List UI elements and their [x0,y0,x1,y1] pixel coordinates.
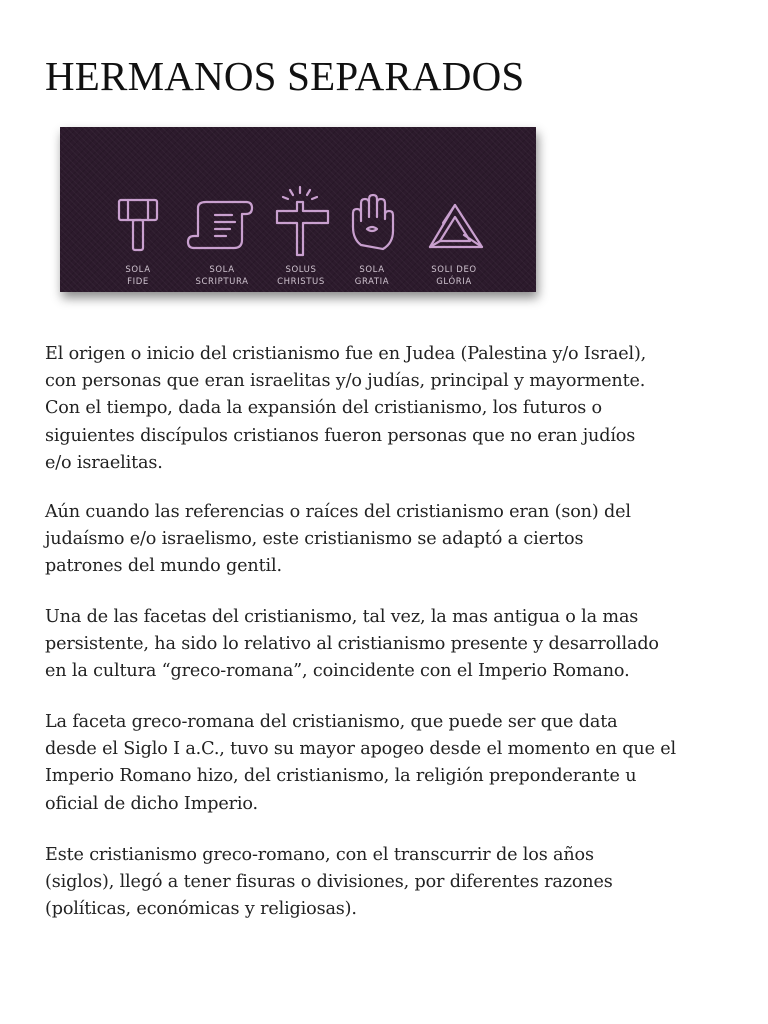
text-line: (políticas, económicas y religiosas). [45,899,357,920]
slogan-line-2: CHRISTUS [277,277,325,287]
page-title: HERMANOS SEPARADOS [45,53,525,99]
text-line: en la cultura “greco-romana”, coincidente con el Imperio Romano. [45,661,630,682]
text-line: oficial de dicho Imperio. [45,793,258,814]
paragraph-4 [45,709,735,818]
paragraph-2 [45,499,735,581]
slogan-line-1: SOLA [125,265,151,275]
slogan-soli-deo-gloria [414,264,494,288]
text-line: Imperio Romano hizo, del cristianismo, la religión preponderante u [45,766,637,787]
slogan-sola-gratia [332,264,412,288]
slogan-line-1: SOLA [359,265,385,275]
text-line: siguientes discípulos cristianos fueron personas que no eran judíos [45,425,636,446]
text-line: Este cristianismo greco-romano, con el transcurrir de los años [45,845,594,865]
slogan-line-1: SOLUS [285,265,317,275]
slogan-line-2: GLÓRIA [436,277,472,287]
text-line: con personas que eran israelitas y/o judías, principal y mayormente. [45,371,646,392]
scroll-icon [188,202,252,248]
text-line: (siglos), llegó a tener fisuras o divisiones, por diferentes razones [45,872,613,893]
text-line: persistente, ha sido lo relativo al cristianismo presente y desarrollado [45,634,659,655]
slogan-line-2: SCRIPTURA [195,277,249,287]
text-line: El origen o inicio del cristianismo fue en Judea (Palestina y/o Israel), [45,344,647,364]
cross-icon [277,187,328,255]
slogan-solus-christus [261,264,341,288]
text-line: e/o israelitas. [45,452,163,473]
slogan-line-2: GRATIA [354,277,390,287]
penrose-triangle-icon [430,205,482,247]
text-line: La faceta greco-romana del cristianismo, que puede ser que data [45,712,618,732]
gavel-icon [119,200,157,250]
slogan-sola-scriptura [182,264,262,288]
solas-banner-image [60,127,536,292]
text-line: Aún cuando las referencias o raíces del cristianismo eran (son) del [45,502,631,522]
paragraph-5 [45,842,735,924]
text-line: judaísmo e/o israelismo, este cristianismo se adaptó a ciertos [45,529,584,550]
paragraph-3 [45,604,735,686]
hand-icon [353,195,393,249]
slogan-line-1: SOLA [209,265,235,275]
text-line: Una de las facetas del cristianismo, tal vez, la mas antigua o la mas [45,607,639,627]
text-line: desde el Siglo I a.C., tuvo su mayor apogeo desde el momento en que el [45,739,677,760]
slogan-line-1: SOLI DEO [431,265,477,275]
text-line: Con el tiempo, dada la expansión del cristianismo, los futuros o [45,398,602,419]
text-line: patrones del mundo gentil. [45,556,282,577]
slogan-line-2: FIDE [127,277,149,287]
paragraph-1 [45,341,735,477]
slogan-sola-fide [98,264,178,288]
